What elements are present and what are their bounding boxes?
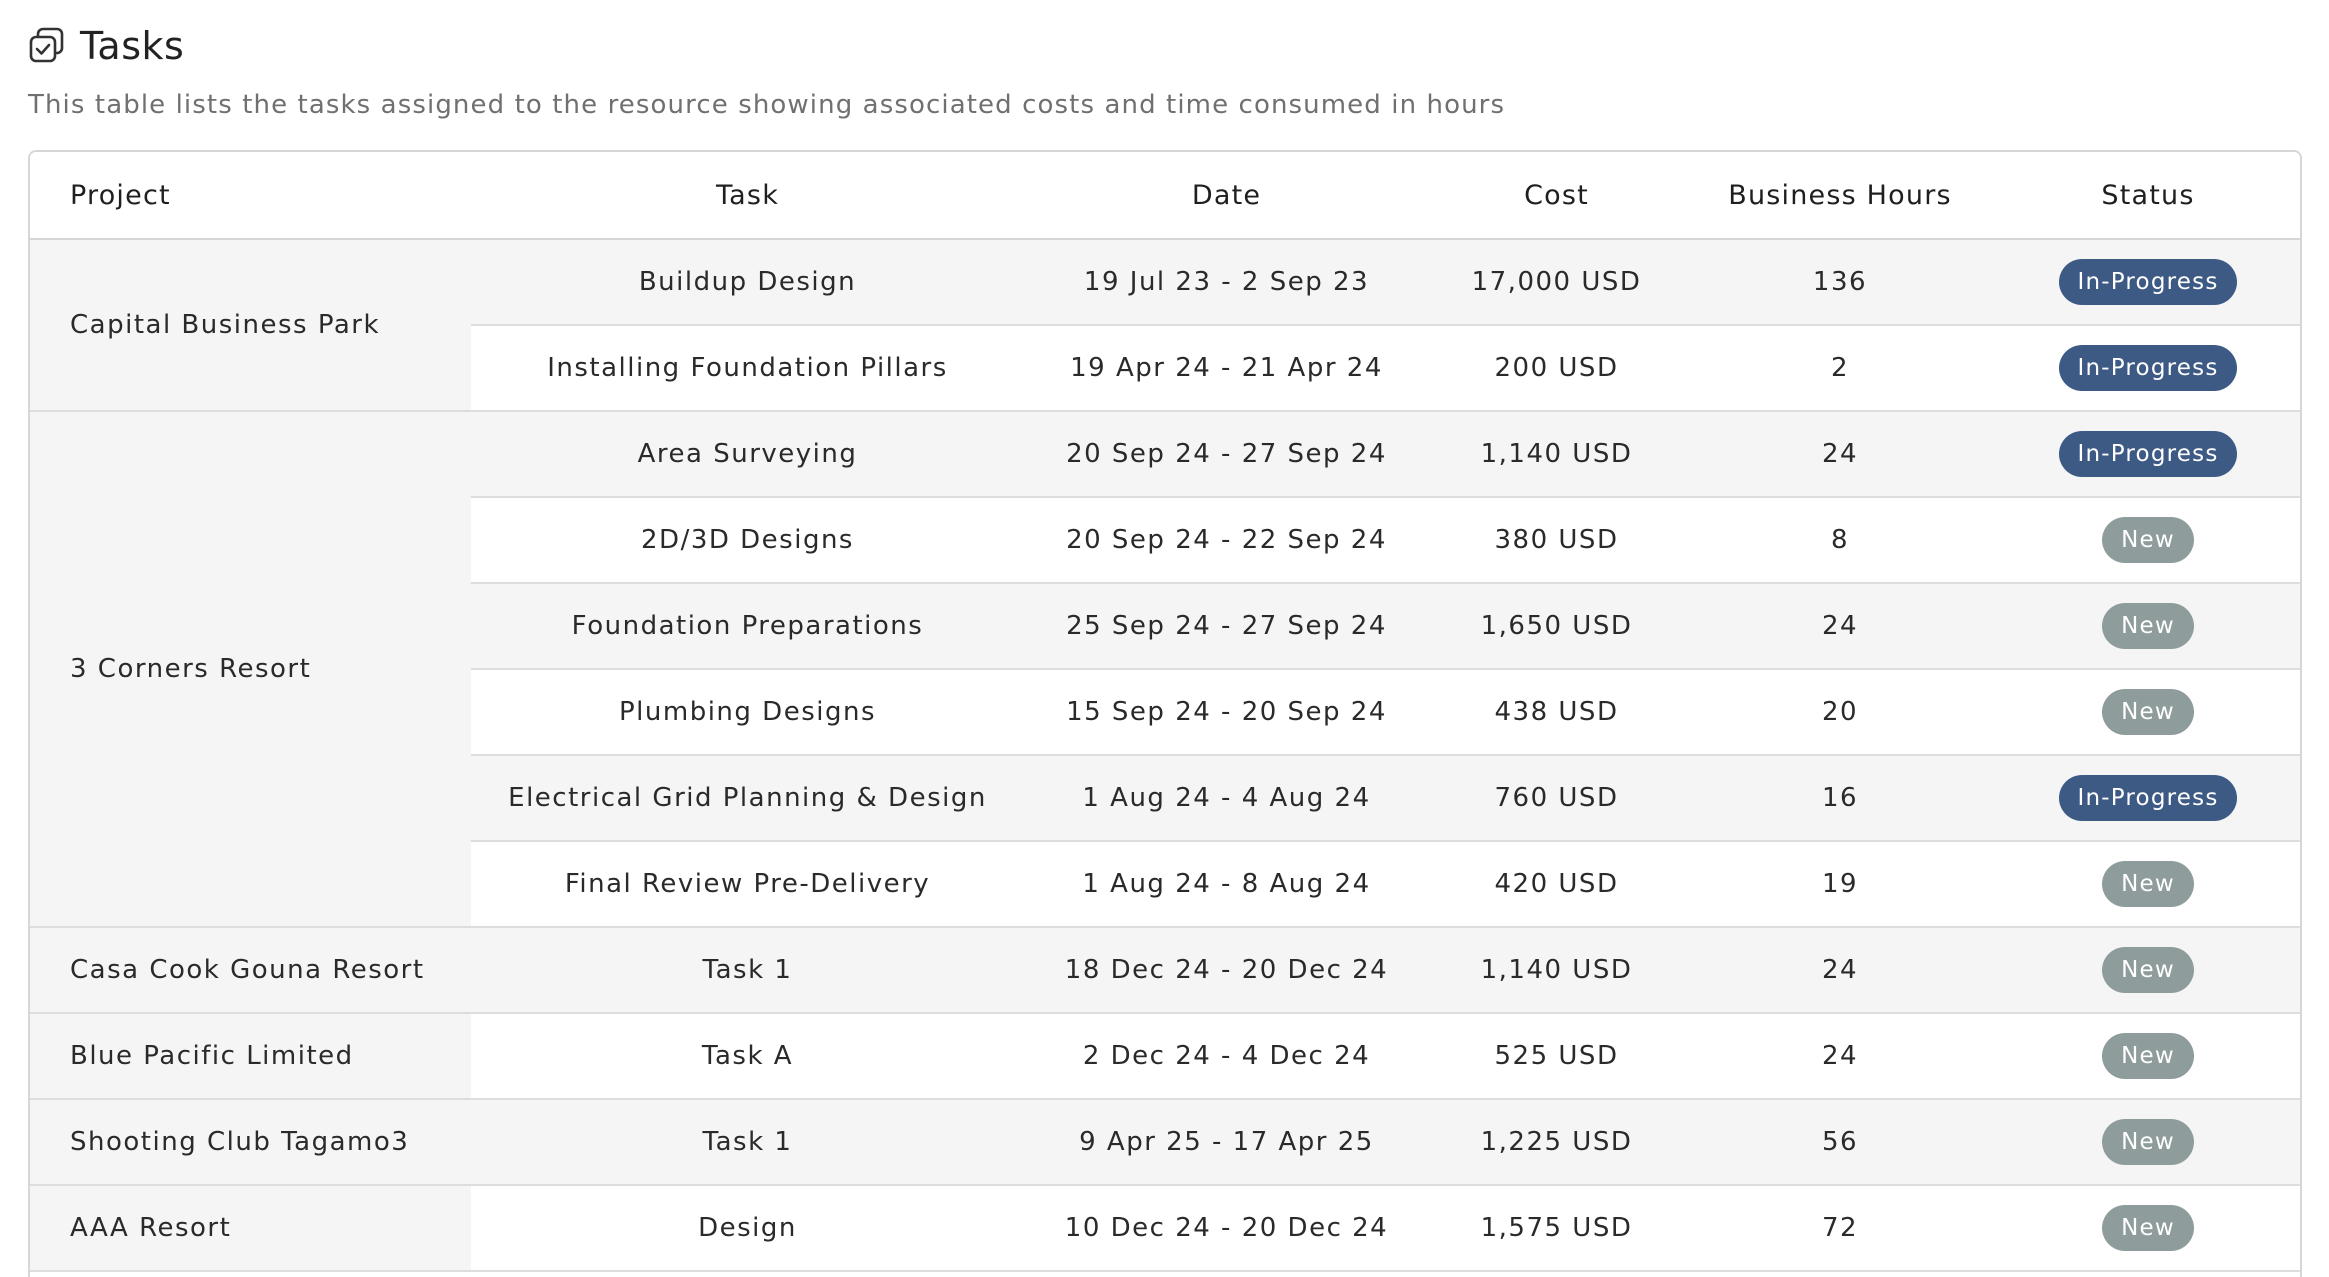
cost-cell: 420 USD xyxy=(1429,841,1684,927)
table-row[interactable] xyxy=(30,411,2300,497)
date-cell: 9 Apr 25 - 17 Apr 25 xyxy=(1024,1099,1429,1185)
status-badge: New xyxy=(2102,603,2194,649)
status-badge: New xyxy=(2102,517,2194,563)
status-cell xyxy=(1996,669,2300,755)
column-header-cost[interactable]: Cost xyxy=(1429,152,1684,239)
status-badge: New xyxy=(2102,861,2194,907)
task-cell: Buildup Design xyxy=(471,239,1024,325)
status-cell xyxy=(1996,411,2300,497)
page-description: This table lists the tasks assigned to the resource showing associated costs and time consumed in hours xyxy=(28,90,1506,120)
project-cell: Blue Pacific Limited xyxy=(30,1013,471,1099)
cost-cell: 1,140 USD xyxy=(1429,411,1684,497)
status-cell xyxy=(1996,1013,2300,1099)
status-cell xyxy=(1996,927,2300,1013)
task-cell: Plumbing Designs xyxy=(471,669,1024,755)
status-cell xyxy=(1996,325,2300,411)
table-row[interactable] xyxy=(30,1099,2300,1185)
date-cell: 25 Sep 24 - 27 Sep 24 xyxy=(1024,583,1429,669)
status-cell xyxy=(1996,1185,2300,1271)
cost-cell: 760 USD xyxy=(1429,755,1684,841)
status-badge: New xyxy=(2102,1205,2194,1251)
page-title: Tasks xyxy=(80,24,185,68)
task-cell: Final Review Pre-Delivery xyxy=(471,841,1024,927)
cost-cell: 1,575 USD xyxy=(1429,1185,1684,1271)
status-cell xyxy=(1996,583,2300,669)
tasks-icon xyxy=(28,27,66,65)
status-cell xyxy=(1996,755,2300,841)
date-cell: 1 Aug 24 - 4 Aug 24 xyxy=(1024,755,1429,841)
cost-cell: 200 USD xyxy=(1429,325,1684,411)
tasks-table xyxy=(30,152,2300,1272)
cost-cell: 525 USD xyxy=(1429,1013,1684,1099)
status-badge: New xyxy=(2102,1033,2194,1079)
date-cell: 20 Sep 24 - 27 Sep 24 xyxy=(1024,411,1429,497)
business-hours-cell: 136 xyxy=(1684,239,1996,325)
business-hours-cell: 56 xyxy=(1684,1099,1996,1185)
status-badge: In-Progress xyxy=(2059,775,2237,821)
business-hours-cell: 24 xyxy=(1684,411,1996,497)
task-cell: Task 1 xyxy=(471,1099,1024,1185)
date-cell: 19 Apr 24 - 21 Apr 24 xyxy=(1024,325,1429,411)
business-hours-cell: 72 xyxy=(1684,1185,1996,1271)
task-cell: Electrical Grid Planning & Design xyxy=(471,755,1024,841)
business-hours-cell: 8 xyxy=(1684,497,1996,583)
date-cell: 15 Sep 24 - 20 Sep 24 xyxy=(1024,669,1429,755)
date-cell: 10 Dec 24 - 20 Dec 24 xyxy=(1024,1185,1429,1271)
task-cell: Area Surveying xyxy=(471,411,1024,497)
date-cell: 2 Dec 24 - 4 Dec 24 xyxy=(1024,1013,1429,1099)
status-cell xyxy=(1996,497,2300,583)
date-cell: 1 Aug 24 - 8 Aug 24 xyxy=(1024,841,1429,927)
business-hours-cell: 24 xyxy=(1684,583,1996,669)
project-cell: Shooting Club Tagamo3 xyxy=(30,1099,471,1185)
task-cell: Task 1 xyxy=(471,927,1024,1013)
column-header-project[interactable]: Project xyxy=(30,152,471,239)
table-header-row xyxy=(30,152,2300,239)
project-cell: AAA Resort xyxy=(30,1185,471,1271)
page-header xyxy=(28,18,184,74)
cost-cell: 1,140 USD xyxy=(1429,927,1684,1013)
status-badge: In-Progress xyxy=(2059,431,2237,477)
column-header-task[interactable]: Task xyxy=(471,152,1024,239)
project-cell: Casa Cook Gouna Resort xyxy=(30,927,471,1013)
business-hours-cell: 2 xyxy=(1684,325,1996,411)
task-cell: Installing Foundation Pillars xyxy=(471,325,1024,411)
tasks-table-container xyxy=(28,150,2302,1277)
column-header-date[interactable]: Date xyxy=(1024,152,1429,239)
business-hours-cell: 19 xyxy=(1684,841,1996,927)
column-header-business-hours[interactable]: Business Hours xyxy=(1684,152,1996,239)
project-cell: 3 Corners Resort xyxy=(30,411,471,927)
status-cell xyxy=(1996,841,2300,927)
date-cell: 20 Sep 24 - 22 Sep 24 xyxy=(1024,497,1429,583)
task-cell: Design xyxy=(471,1185,1024,1271)
cost-cell: 438 USD xyxy=(1429,669,1684,755)
project-cell: Capital Business Park xyxy=(30,239,471,411)
business-hours-cell: 20 xyxy=(1684,669,1996,755)
table-row[interactable] xyxy=(30,1013,2300,1099)
task-cell: Task A xyxy=(471,1013,1024,1099)
business-hours-cell: 24 xyxy=(1684,1013,1996,1099)
business-hours-cell: 24 xyxy=(1684,927,1996,1013)
status-cell xyxy=(1996,239,2300,325)
table-row[interactable] xyxy=(30,927,2300,1013)
status-badge: New xyxy=(2102,689,2194,735)
status-badge: New xyxy=(2102,1119,2194,1165)
table-body xyxy=(30,239,2300,1271)
status-cell xyxy=(1996,1099,2300,1185)
status-badge: In-Progress xyxy=(2059,259,2237,305)
status-badge: New xyxy=(2102,947,2194,993)
cost-cell: 1,225 USD xyxy=(1429,1099,1684,1185)
date-cell: 19 Jul 23 - 2 Sep 23 xyxy=(1024,239,1429,325)
cost-cell: 380 USD xyxy=(1429,497,1684,583)
table-row[interactable] xyxy=(30,1185,2300,1271)
business-hours-cell: 16 xyxy=(1684,755,1996,841)
table-row[interactable] xyxy=(30,239,2300,325)
cost-cell: 1,650 USD xyxy=(1429,583,1684,669)
date-cell: 18 Dec 24 - 20 Dec 24 xyxy=(1024,927,1429,1013)
cost-cell: 17,000 USD xyxy=(1429,239,1684,325)
status-badge: In-Progress xyxy=(2059,345,2237,391)
task-cell: Foundation Preparations xyxy=(471,583,1024,669)
task-cell: 2D/3D Designs xyxy=(471,497,1024,583)
column-header-status[interactable]: Status xyxy=(1996,152,2300,239)
